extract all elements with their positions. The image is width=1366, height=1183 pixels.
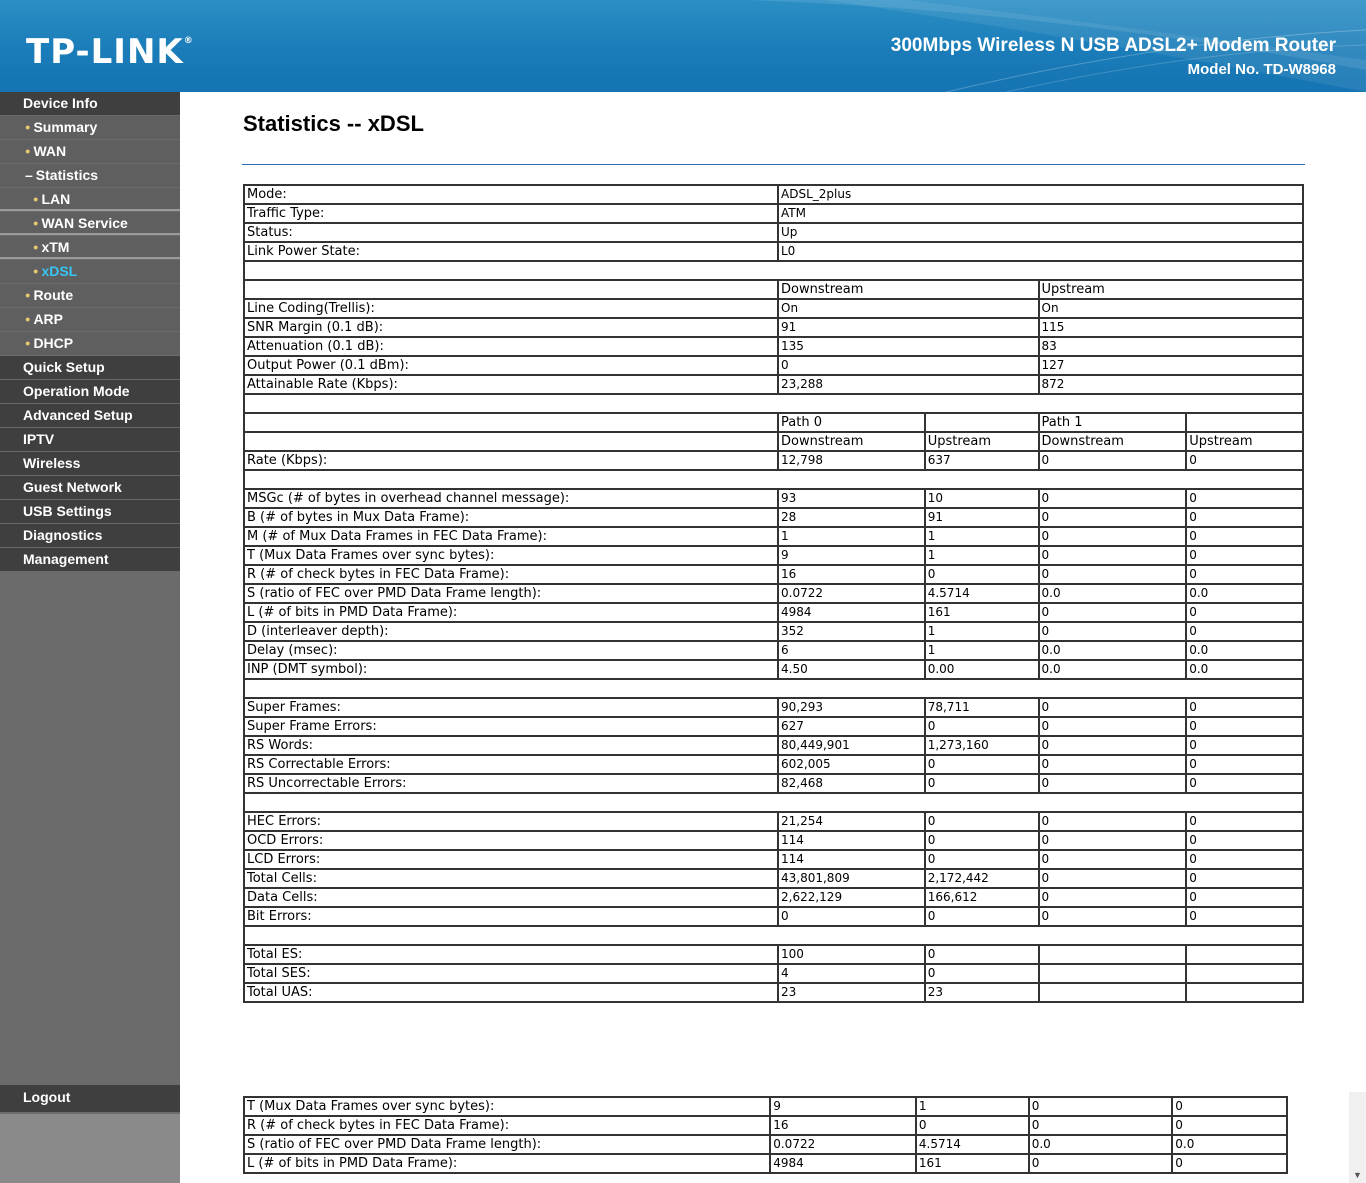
path-value: 0 (916, 1116, 1029, 1135)
sidebar-item-operation-mode[interactable]: Operation Mode (0, 380, 180, 403)
spacer-row (244, 470, 1303, 489)
path-value: 0 (1039, 907, 1187, 926)
path-value (1039, 964, 1187, 983)
table-row (244, 223, 1303, 242)
sidebar-item-statistics[interactable]: – Statistics (0, 164, 180, 187)
path-value: 0 (1186, 774, 1303, 793)
path-value: 0 (925, 812, 1039, 831)
path-value: 0 (1186, 698, 1303, 717)
sidebar-item-iptv[interactable]: IPTV (0, 428, 180, 451)
path-value: 16 (770, 1116, 916, 1135)
row-label: M (# of Mux Data Frames in FEC Data Frame): (244, 527, 778, 546)
row-label: Data Cells: (244, 888, 778, 907)
table-row (244, 1154, 1287, 1173)
path-value: 28 (778, 508, 925, 527)
path-value: 0 (1039, 527, 1187, 546)
empty-cell (925, 413, 1039, 432)
path-value: 0 (1186, 888, 1303, 907)
path-value: 1 (925, 546, 1039, 565)
path-value: 0.0 (1186, 660, 1303, 679)
xdsl-stats-body (244, 185, 1303, 1002)
path-value: 78,711 (925, 698, 1039, 717)
status-value: Up (778, 223, 1303, 242)
path-value: 10 (925, 489, 1039, 508)
path-value: 0 (1186, 907, 1303, 926)
upstream-value: 127 (1039, 356, 1304, 375)
table-row (244, 888, 1303, 907)
sidebar-bottom-panel (0, 1114, 180, 1183)
table-row (244, 546, 1303, 565)
path-value: 114 (778, 831, 925, 850)
path0-upstream-header: Upstream (925, 432, 1039, 451)
path-value: 0 (1186, 736, 1303, 755)
row-label: T (Mux Data Frames over sync bytes): (244, 546, 778, 565)
path-value: 0 (1039, 736, 1187, 755)
path-value: 0 (1039, 565, 1187, 584)
table-row (244, 356, 1303, 375)
row-label: Super Frame Errors: (244, 717, 778, 736)
row-label: D (interleaver depth): (244, 622, 778, 641)
path0-header: Path 0 (778, 413, 925, 432)
row-label: INP (DMT symbol): (244, 660, 778, 679)
row-label: MSGc (# of bytes in overhead channel message): (244, 489, 778, 508)
table-row (244, 527, 1303, 546)
path1-header: Path 1 (1039, 413, 1187, 432)
path-value: 0 (1186, 546, 1303, 565)
path-value: 0 (1029, 1154, 1173, 1173)
bullet-icon: ● (33, 266, 39, 276)
path-value: 93 (778, 489, 925, 508)
table-row (244, 603, 1303, 622)
row-label: Total Cells: (244, 869, 778, 888)
status-label: Status: (244, 223, 778, 242)
table-header-row (244, 432, 1303, 451)
upstream-value: On (1039, 299, 1304, 318)
path-value: 6 (778, 641, 925, 660)
path-value: 161 (916, 1154, 1029, 1173)
table-row (244, 299, 1303, 318)
path-value: 0 (1172, 1097, 1287, 1116)
sidebar-nav (0, 92, 180, 1183)
row-label: Attainable Rate (Kbps): (244, 375, 778, 394)
path-value (1186, 983, 1303, 1002)
row-label: Attenuation (0.1 dB): (244, 337, 778, 356)
path-value: 0 (925, 850, 1039, 869)
row-label: Output Power (0.1 dBm): (244, 356, 778, 375)
path-value: 0 (1039, 717, 1187, 736)
empty-cell (1186, 413, 1303, 432)
spacer-row (244, 261, 1303, 280)
traffic-type-value: ATM (778, 204, 1303, 223)
bullet-icon: ● (25, 122, 31, 132)
path-value: 637 (925, 451, 1039, 470)
row-label: Super Frames: (244, 698, 778, 717)
path-value: 0 (1186, 717, 1303, 736)
row-label: R (# of check bytes in FEC Data Frame): (244, 1116, 770, 1135)
path-value: 0 (1186, 603, 1303, 622)
path-value: 12,798 (778, 451, 925, 470)
table-row (244, 907, 1303, 926)
sidebar-item-guest-network[interactable]: Guest Network (0, 476, 180, 499)
table-header-row (244, 280, 1303, 299)
path-value: 1,273,160 (925, 736, 1039, 755)
path-value: 0 (1039, 850, 1187, 869)
downstream-value: 0 (778, 356, 1039, 375)
row-label: T (Mux Data Frames over sync bytes): (244, 1097, 770, 1116)
path-value: 0 (925, 964, 1039, 983)
path-value: 0.0 (1039, 660, 1187, 679)
table-row (244, 508, 1303, 527)
table-row (244, 622, 1303, 641)
path-value: 166,612 (925, 888, 1039, 907)
sidebar-item-wan-service[interactable]: ● WAN Service (0, 212, 180, 235)
sidebar-item-xdsl[interactable]: ● xDSL (0, 260, 180, 283)
xdsl-stats-table-duplicate (243, 1096, 1288, 1174)
path-value: 0.0 (1039, 584, 1187, 603)
sidebar-item-route[interactable]: ● Route (0, 284, 180, 307)
path-value: 0 (925, 831, 1039, 850)
path-value: 100 (778, 945, 925, 964)
path-value: 0 (1186, 755, 1303, 774)
row-label: Line Coding(Trellis): (244, 299, 778, 318)
main-content (180, 92, 1366, 1183)
row-label: S (ratio of FEC over PMD Data Frame length): (244, 584, 778, 603)
xdsl-stats-table (243, 184, 1304, 1003)
path-value: 0 (1186, 869, 1303, 888)
path-value: 0 (925, 774, 1039, 793)
sidebar-item-summary[interactable]: ● Summary (0, 116, 180, 139)
path-value: 23 (925, 983, 1039, 1002)
row-label: RS Words: (244, 736, 778, 755)
path-value (1039, 945, 1187, 964)
row-label: LCD Errors: (244, 850, 778, 869)
row-label: B (# of bytes in Mux Data Frame): (244, 508, 778, 527)
path-value: 0 (1039, 812, 1187, 831)
sidebar-item-logout[interactable]: Logout (0, 1085, 180, 1112)
duplicate-body (244, 1097, 1287, 1173)
path-value: 0 (1172, 1116, 1287, 1135)
table-row (244, 1097, 1287, 1116)
path-value: 43,801,809 (778, 869, 925, 888)
sidebar-item-advanced-setup[interactable]: Advanced Setup (0, 404, 180, 427)
collapse-dash-icon: – (25, 167, 33, 183)
path-value: 1 (925, 527, 1039, 546)
table-row (244, 375, 1303, 394)
path-value: 161 (925, 603, 1039, 622)
spacer-row (244, 793, 1303, 812)
traffic-type-label: Traffic Type: (244, 204, 778, 223)
path-value: 0 (1186, 850, 1303, 869)
spacer-cell (244, 679, 1303, 698)
table-row (244, 812, 1303, 831)
path-value: 0 (1186, 527, 1303, 546)
path-value: 0 (1186, 831, 1303, 850)
sidebar-item-diagnostics[interactable]: Diagnostics (0, 524, 180, 547)
table-row (244, 945, 1303, 964)
sidebar-item-management[interactable]: Management (0, 548, 180, 571)
path-value (1186, 945, 1303, 964)
path-value: 0 (925, 717, 1039, 736)
bullet-icon: ● (33, 194, 39, 204)
table-row (244, 185, 1303, 204)
mode-value: ADSL_2plus (778, 185, 1303, 204)
table-row (244, 698, 1303, 717)
path-value: 0 (1029, 1116, 1173, 1135)
path-value: 82,468 (778, 774, 925, 793)
table-row (244, 242, 1303, 261)
path-value: 23 (778, 983, 925, 1002)
path-value: 2,622,129 (778, 888, 925, 907)
path-value: 0.0722 (778, 584, 925, 603)
spacer-cell (244, 261, 1303, 280)
page-title: Statistics -- xDSL (243, 111, 424, 136)
table-header-row (244, 413, 1303, 432)
path-value: 0 (1029, 1097, 1173, 1116)
upstream-header: Upstream (1039, 280, 1304, 299)
bullet-icon: ● (25, 314, 31, 324)
downstream-value: 91 (778, 318, 1039, 337)
path-value: 0 (1186, 812, 1303, 831)
table-row (244, 318, 1303, 337)
empty-cell (244, 413, 778, 432)
link-power-state-label: Link Power State: (244, 242, 778, 261)
bullet-icon: ● (25, 338, 31, 348)
table-row (244, 584, 1303, 603)
path-value: 1 (916, 1097, 1029, 1116)
spacer-cell (244, 926, 1303, 945)
path-value: 0 (1186, 565, 1303, 584)
path-value: 1 (925, 622, 1039, 641)
spacer-cell (244, 394, 1303, 413)
spacer-row (244, 394, 1303, 413)
path-value: 0.0 (1186, 584, 1303, 603)
table-row (244, 755, 1303, 774)
path-value: 0 (925, 755, 1039, 774)
row-label: S (ratio of FEC over PMD Data Frame length): (244, 1135, 770, 1154)
path-value: 2,172,442 (925, 869, 1039, 888)
row-label: R (# of check bytes in FEC Data Frame): (244, 565, 778, 584)
spacer-row (244, 679, 1303, 698)
sidebar-item-lan[interactable]: ● LAN (0, 188, 180, 211)
bullet-icon: ● (25, 146, 31, 156)
bullet-icon: ● (33, 218, 39, 228)
path1-upstream-header: Upstream (1186, 432, 1303, 451)
path-value: 0.0722 (770, 1135, 916, 1154)
bullet-icon: ● (25, 290, 31, 300)
path-value: 0 (1039, 755, 1187, 774)
path-value: 0 (1039, 451, 1187, 470)
row-label: SNR Margin (0.1 dB): (244, 318, 778, 337)
vertical-scrollbar[interactable] (1349, 1092, 1366, 1183)
path-value: 0 (1186, 508, 1303, 527)
table-row (244, 641, 1303, 660)
row-label: Total ES: (244, 945, 778, 964)
path1-downstream-header: Downstream (1039, 432, 1187, 451)
downstream-value: On (778, 299, 1039, 318)
scroll-down-arrow-icon[interactable]: ▼ (1353, 1170, 1362, 1180)
table-row (244, 736, 1303, 755)
path-value: 0 (925, 945, 1039, 964)
path-value: 0 (1039, 698, 1187, 717)
path-value: 0 (1039, 622, 1187, 641)
path-value: 0.0 (1172, 1135, 1287, 1154)
empty-cell (244, 432, 778, 451)
path-value: 0 (1186, 489, 1303, 508)
path-value: 0.0 (1029, 1135, 1173, 1154)
table-row (244, 337, 1303, 356)
path-value: 0 (1186, 622, 1303, 641)
downstream-header: Downstream (778, 280, 1039, 299)
table-row (244, 1116, 1287, 1135)
path-value: 4984 (770, 1154, 916, 1173)
path-value: 0 (1039, 489, 1187, 508)
table-row (244, 869, 1303, 888)
path-value: 4.50 (778, 660, 925, 679)
sidebar-item-device-info[interactable]: Device Info (0, 92, 180, 115)
upstream-value: 83 (1039, 337, 1304, 356)
path-value: 80,449,901 (778, 736, 925, 755)
scroll-artifact (243, 1084, 1304, 1096)
path-value: 602,005 (778, 755, 925, 774)
path-value: 0.0 (1039, 641, 1187, 660)
path-value: 0 (1039, 831, 1187, 850)
path-value: 16 (778, 565, 925, 584)
path-value: 4.5714 (925, 584, 1039, 603)
row-label: L (# of bits in PMD Data Frame): (244, 603, 778, 622)
link-power-state-value: L0 (778, 242, 1303, 261)
empty-cell (244, 280, 778, 299)
table-row (244, 451, 1303, 470)
path-value: 627 (778, 717, 925, 736)
path-value: 0 (1039, 774, 1187, 793)
sidebar-item-wireless[interactable]: Wireless (0, 452, 180, 475)
table-row (244, 831, 1303, 850)
path-value: 114 (778, 850, 925, 869)
table-row (244, 774, 1303, 793)
tp-link-logo: TP-LINK® (26, 32, 194, 72)
path-value: 0.00 (925, 660, 1039, 679)
path-value: 21,254 (778, 812, 925, 831)
spacer-cell (244, 470, 1303, 489)
path-value: 91 (925, 508, 1039, 527)
row-label: RS Uncorrectable Errors: (244, 774, 778, 793)
downstream-value: 23,288 (778, 375, 1039, 394)
sidebar-item-xtm[interactable]: ● xTM (0, 236, 180, 259)
row-label: Total UAS: (244, 983, 778, 1002)
sidebar-item-usb-settings[interactable]: USB Settings (0, 500, 180, 523)
spacer-cell (244, 793, 1303, 812)
upstream-value: 872 (1039, 375, 1304, 394)
path-value: 0 (1039, 546, 1187, 565)
table-row (244, 565, 1303, 584)
path-value: 4984 (778, 603, 925, 622)
row-label: RS Correctable Errors: (244, 755, 778, 774)
path-value: 4 (778, 964, 925, 983)
row-label: L (# of bits in PMD Data Frame): (244, 1154, 770, 1173)
table-row (244, 983, 1303, 1002)
path-value: 9 (770, 1097, 916, 1116)
model-number: Model No. TD-W8968 (1187, 61, 1336, 78)
table-row (244, 489, 1303, 508)
path-value: 90,293 (778, 698, 925, 717)
path-value: 0 (925, 907, 1039, 926)
header-banner (0, 0, 1366, 92)
path-value: 4.5714 (916, 1135, 1029, 1154)
mode-label: Mode: (244, 185, 778, 204)
path-value: 0 (1186, 451, 1303, 470)
path-value: 9 (778, 546, 925, 565)
path-value: 352 (778, 622, 925, 641)
table-row (244, 204, 1303, 223)
path-value: 1 (778, 527, 925, 546)
path-value: 0.0 (1186, 641, 1303, 660)
row-label: Delay (msec): (244, 641, 778, 660)
path-value: 0 (925, 565, 1039, 584)
sidebar-item-quick-setup[interactable]: Quick Setup (0, 356, 180, 379)
product-name: 300Mbps Wireless N USB ADSL2+ Modem Router (890, 35, 1336, 56)
path-value (1039, 983, 1187, 1002)
path-value: 0 (1039, 603, 1187, 622)
path-value: 0 (1172, 1154, 1287, 1173)
path-value: 0 (1039, 508, 1187, 527)
spacer-row (244, 926, 1303, 945)
path-value: 1 (925, 641, 1039, 660)
table-row (244, 964, 1303, 983)
path0-downstream-header: Downstream (778, 432, 925, 451)
bullet-icon: ● (33, 242, 39, 252)
table-row (244, 1135, 1287, 1154)
path-value: 0 (1039, 888, 1187, 907)
row-label: OCD Errors: (244, 831, 778, 850)
path-value (1186, 964, 1303, 983)
sidebar-item-wan[interactable]: ● WAN (0, 140, 180, 163)
title-divider (242, 164, 1305, 165)
sidebar-item-arp[interactable]: ● ARP (0, 308, 180, 331)
row-label: Total SES: (244, 964, 778, 983)
path-value: 0 (778, 907, 925, 926)
upstream-value: 115 (1039, 318, 1304, 337)
table-row (244, 717, 1303, 736)
table-row (244, 850, 1303, 869)
row-label: HEC Errors: (244, 812, 778, 831)
path-value: 0 (1039, 869, 1187, 888)
downstream-value: 135 (778, 337, 1039, 356)
table-row (244, 660, 1303, 679)
row-label: Rate (Kbps): (244, 451, 778, 470)
row-label: Bit Errors: (244, 907, 778, 926)
sidebar-item-dhcp[interactable]: ● DHCP (0, 332, 180, 355)
